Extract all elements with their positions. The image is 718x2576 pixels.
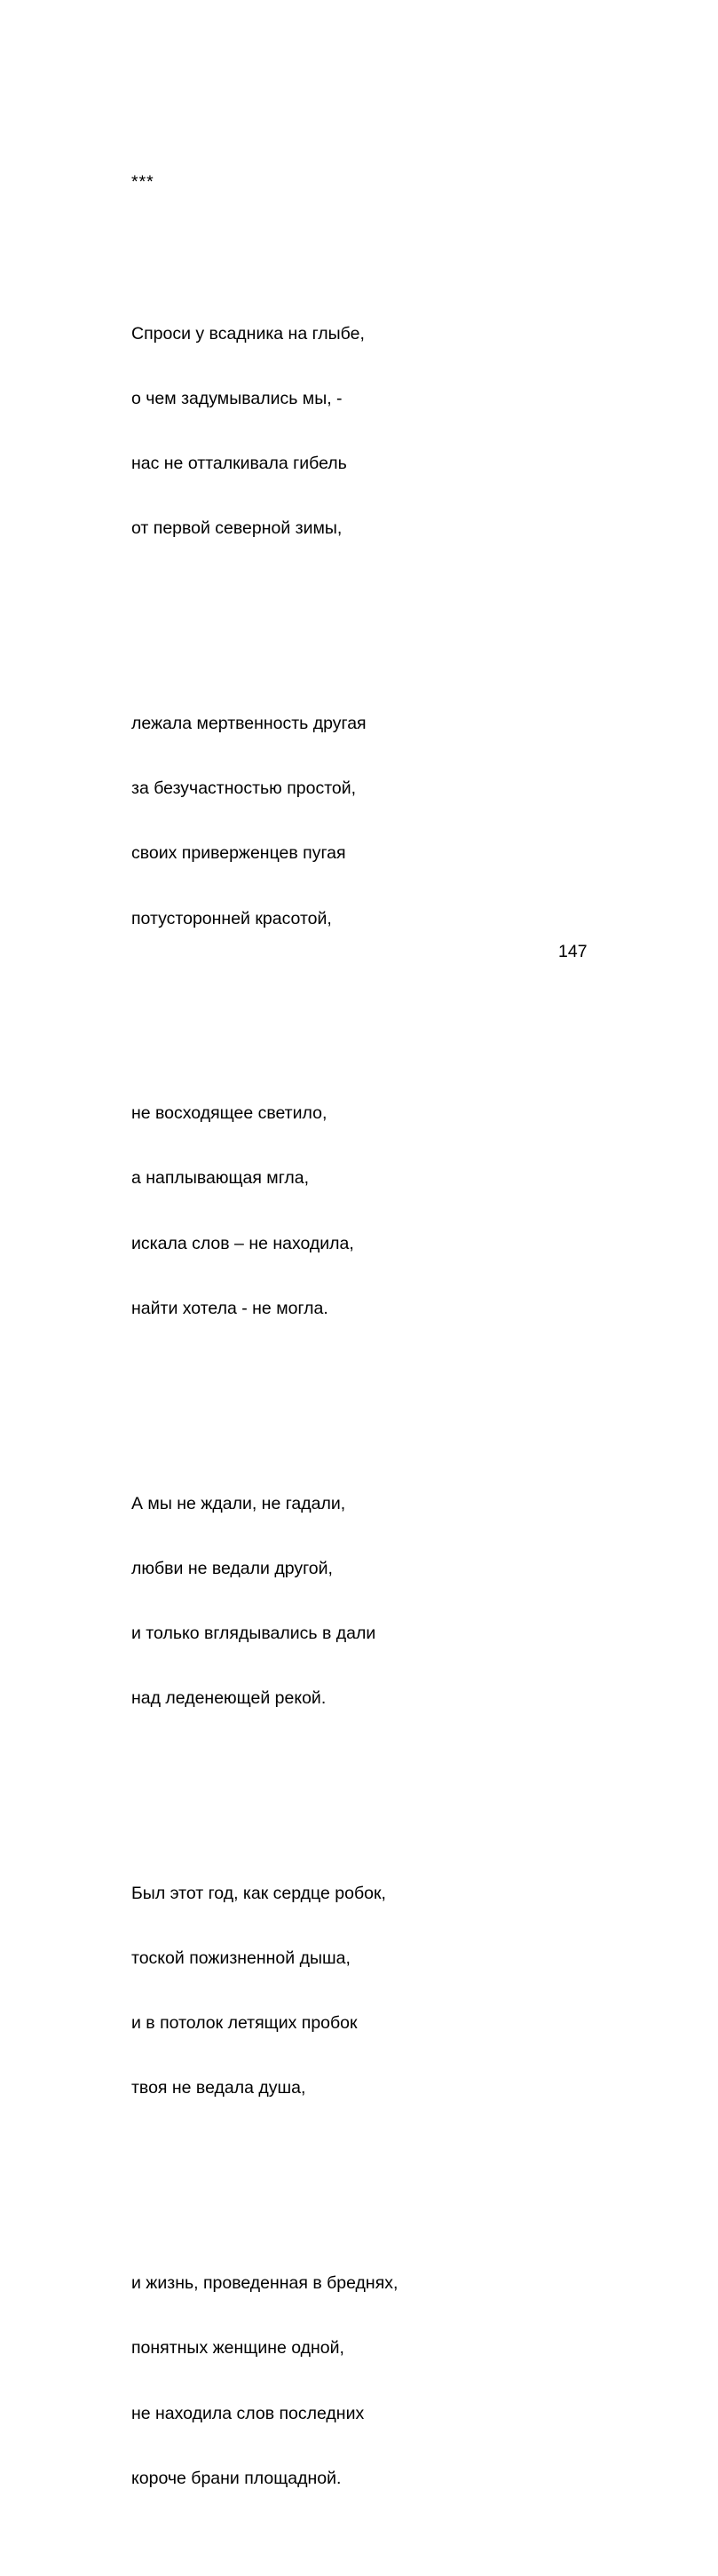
poem-line: любви не ведали другой, xyxy=(131,1558,333,1578)
poem-line: о чем задумывались мы, - xyxy=(131,388,343,408)
poem-line: твоя не ведала душа, xyxy=(131,2078,306,2098)
poem-line: нас не отталкивала гибель xyxy=(131,454,347,474)
poem-stanza-1 xyxy=(131,280,398,583)
poem-stanza-6 xyxy=(131,2229,398,2533)
poem-line: найти хотела - не могла. xyxy=(131,1298,328,1318)
poem-line: Был этот год, как сердце робок, xyxy=(131,1883,386,1903)
poem-line: и в потолок летящих пробок xyxy=(131,2013,358,2034)
poem-line: не находила слов последних xyxy=(131,2403,365,2423)
poem-line: над леденеющей рекой. xyxy=(131,1688,327,1709)
poem-line: а наплывающая мгла, xyxy=(131,1168,310,1189)
poem-line: тоской пожизненной дыша, xyxy=(131,1948,351,1969)
poem-title-asterisks: *** xyxy=(131,171,154,192)
poem-line: от первой северной зимы, xyxy=(131,518,343,539)
poem-line: лежала мертвенность другая xyxy=(131,713,367,733)
poem-line: не восходящее светило, xyxy=(131,1103,327,1124)
poem-line: потусторонней красотой, xyxy=(131,908,332,928)
poem-line: и жизнь, проведенная в бреднях, xyxy=(131,2273,398,2294)
poem-stanza-5 xyxy=(131,1839,398,2143)
poem-line: А мы не ждали, не гадали, xyxy=(131,1493,346,1513)
poem-line: Спроси у всадника на глыбе, xyxy=(131,323,365,344)
poem-line: своих приверженцев пугая xyxy=(131,843,346,864)
poem-line: за безучастностью простой, xyxy=(131,778,357,799)
poem-stanza-2 xyxy=(131,669,398,973)
page-number: 147 xyxy=(558,942,588,961)
poem-line: понятных женщине одной, xyxy=(131,2338,344,2359)
poem-line: короче брани площадной. xyxy=(131,2468,342,2488)
poem-stanza-4 xyxy=(131,1450,398,1753)
poem-line: искала слов – не находила, xyxy=(131,1233,354,1253)
poem-line: и только вглядывались в дали xyxy=(131,1623,376,1643)
poem-stanza-3 xyxy=(131,1059,398,1363)
poem-text-block xyxy=(131,128,398,2576)
